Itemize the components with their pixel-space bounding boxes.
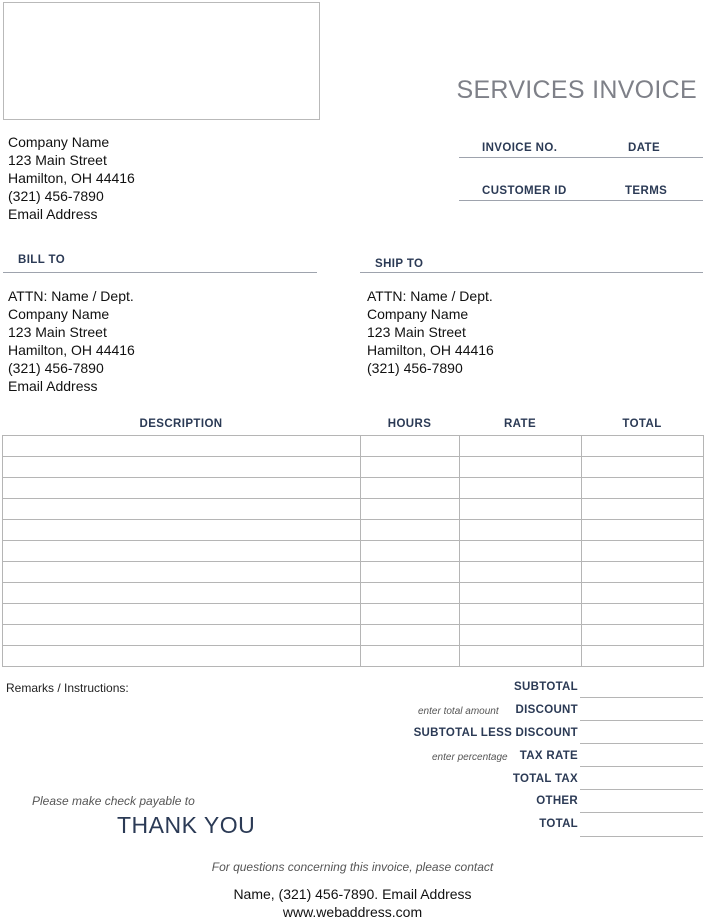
hours-cell[interactable] [361, 457, 460, 478]
sender-city: Hamilton, OH 44416 [8, 170, 135, 186]
tax-rate-label: TAX RATE [519, 750, 578, 762]
bill-to-company: Company Name [8, 306, 110, 322]
description-cell[interactable] [3, 604, 361, 625]
subtotal-less-discount-line [580, 743, 703, 744]
footer-web: www.webaddress.com [282, 904, 423, 920]
other-label: OTHER [536, 795, 578, 807]
payable-note: Please make check payable to [32, 794, 195, 808]
table-row [3, 562, 704, 583]
ship-to-street: 123 Main Street [367, 324, 466, 340]
subtotal-label: SUBTOTAL [514, 681, 578, 693]
date-label: DATE [628, 142, 661, 154]
table-row [3, 457, 704, 478]
discount-line [580, 720, 703, 721]
rate-cell[interactable] [460, 604, 582, 625]
table-row [3, 541, 704, 562]
discount-hint: enter total amount [418, 706, 499, 717]
col-header-description: DESCRIPTION [139, 418, 223, 430]
thank-you: THANK YOU [117, 812, 256, 838]
ship-to-address [367, 287, 494, 377]
subtotal-less-discount-label: SUBTOTAL LESS DISCOUNT [413, 727, 578, 739]
logo-placeholder [3, 2, 320, 120]
description-cell[interactable] [3, 499, 361, 520]
hours-cell[interactable] [361, 541, 460, 562]
rate-cell[interactable] [460, 583, 582, 604]
hours-cell[interactable] [361, 520, 460, 541]
total-cell[interactable] [582, 541, 704, 562]
tax-rate-hint: enter percentage [432, 752, 508, 763]
total-cell[interactable] [582, 604, 704, 625]
hours-cell[interactable] [361, 499, 460, 520]
footer-questions-text: For questions concerning this invoice, please contact [211, 860, 494, 874]
hours-cell[interactable] [361, 478, 460, 499]
col-header-total: TOTAL [622, 418, 662, 430]
rate-cell[interactable] [460, 436, 582, 457]
table-row [3, 625, 704, 646]
hours-cell[interactable] [361, 646, 460, 667]
description-cell[interactable] [3, 646, 361, 667]
description-cell[interactable] [3, 583, 361, 604]
bill-to-line [3, 272, 317, 273]
invoice-no-line [459, 157, 703, 158]
subtotal-line [580, 697, 703, 698]
items-table [2, 435, 704, 667]
footer-questions [0, 860, 705, 874]
footer-contact: Name, (321) 456-7890. Email Address [233, 886, 472, 902]
col-header-hours: HOURS [387, 418, 432, 430]
invoice-title: SERVICES INVOICE [456, 76, 697, 104]
total-cell[interactable] [582, 478, 704, 499]
total-cell[interactable] [582, 562, 704, 583]
table-row [3, 499, 704, 520]
customer-id-label: CUSTOMER ID [482, 185, 567, 197]
sender-address [8, 133, 135, 223]
description-cell[interactable] [3, 520, 361, 541]
hours-cell[interactable] [361, 604, 460, 625]
col-header-rate: RATE [503, 418, 537, 430]
table-row [3, 478, 704, 499]
discount-label: DISCOUNT [515, 704, 578, 716]
description-cell[interactable] [3, 478, 361, 499]
sender-street: 123 Main Street [8, 152, 107, 168]
hours-cell[interactable] [361, 562, 460, 583]
rate-cell[interactable] [460, 625, 582, 646]
sender-email: Email Address [8, 206, 98, 222]
table-row [3, 436, 704, 457]
remarks-label: Remarks / Instructions: [6, 681, 129, 695]
table-row [3, 520, 704, 541]
description-cell[interactable] [3, 541, 361, 562]
total-label: TOTAL [539, 818, 578, 830]
ship-to-attn: ATTN: Name / Dept. [367, 288, 493, 304]
rate-cell[interactable] [460, 520, 582, 541]
total-cell[interactable] [582, 436, 704, 457]
ship-to-city: Hamilton, OH 44416 [367, 342, 494, 358]
total-cell[interactable] [582, 457, 704, 478]
sender-phone: (321) 456-7890 [8, 188, 104, 204]
description-cell[interactable] [3, 625, 361, 646]
tax-rate-line [580, 766, 703, 767]
bill-to-city: Hamilton, OH 44416 [8, 342, 135, 358]
rate-cell[interactable] [460, 457, 582, 478]
rate-cell[interactable] [460, 646, 582, 667]
total-tax-label: TOTAL TAX [512, 773, 578, 785]
customer-id-line [459, 200, 703, 201]
rate-cell[interactable] [460, 541, 582, 562]
ship-to-company: Company Name [367, 306, 469, 322]
ship-to-line [360, 272, 703, 273]
total-tax-line [580, 789, 703, 790]
total-cell[interactable] [582, 499, 704, 520]
rate-cell[interactable] [460, 562, 582, 583]
terms-label: TERMS [625, 185, 668, 197]
table-row [3, 646, 704, 667]
bill-to-label: BILL TO [18, 254, 66, 266]
ship-to-label: SHIP TO [375, 258, 424, 270]
description-cell[interactable] [3, 562, 361, 583]
bill-to-phone: (321) 456-7890 [8, 360, 104, 376]
total-cell[interactable] [582, 646, 704, 667]
description-cell[interactable] [3, 457, 361, 478]
bill-to-email: Email Address [8, 378, 98, 394]
invoice-no-label: INVOICE NO. [482, 142, 558, 154]
hours-cell[interactable] [361, 583, 460, 604]
description-cell[interactable] [3, 436, 361, 457]
total-line [580, 836, 703, 837]
bill-to-attn: ATTN: Name / Dept. [8, 288, 134, 304]
sender-company: Company Name [8, 134, 110, 150]
hours-cell[interactable] [361, 625, 460, 646]
other-line [580, 812, 703, 813]
rate-cell[interactable] [460, 499, 582, 520]
hours-cell[interactable] [361, 436, 460, 457]
bill-to-street: 123 Main Street [8, 324, 107, 340]
rate-cell[interactable] [460, 478, 582, 499]
total-cell[interactable] [582, 520, 704, 541]
bill-to-address [8, 287, 135, 395]
table-row [3, 604, 704, 625]
ship-to-phone: (321) 456-7890 [367, 360, 463, 376]
table-row [3, 583, 704, 604]
total-cell[interactable] [582, 583, 704, 604]
total-cell[interactable] [582, 625, 704, 646]
